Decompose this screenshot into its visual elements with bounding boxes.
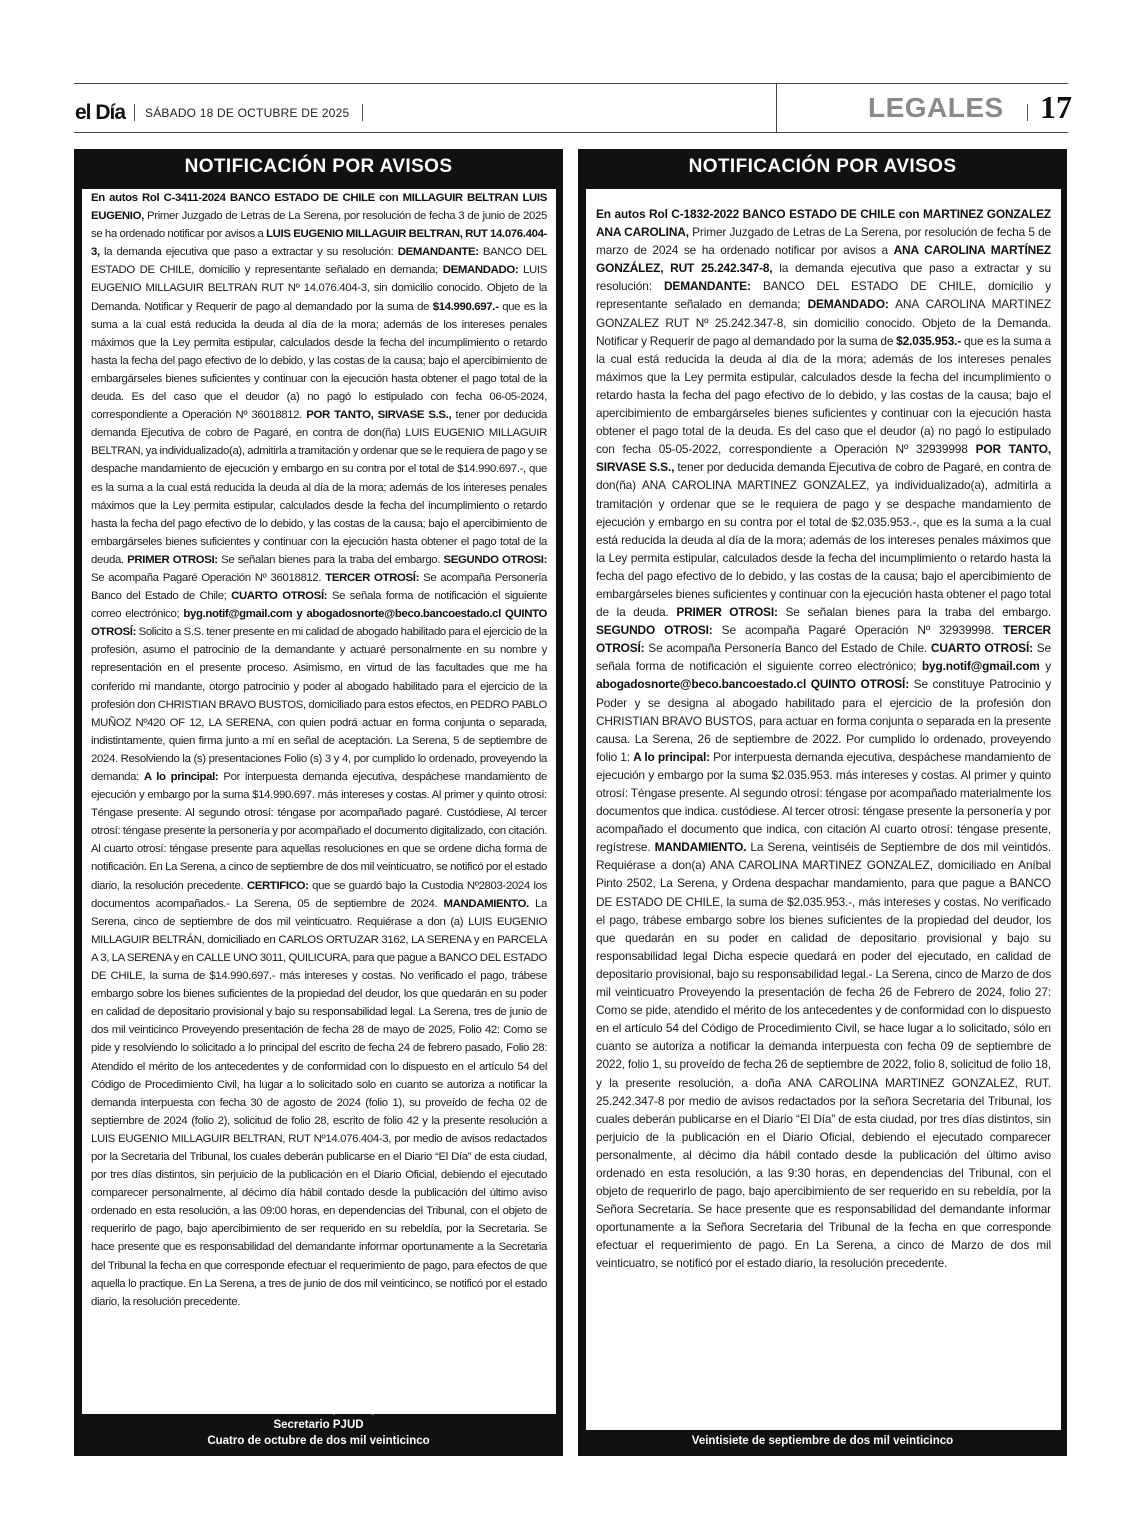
signature-date: Cuatro de octubre de dos mil veinticinco bbox=[207, 1435, 430, 1447]
right-notice-title: NOTIFICACIÓN POR AVISOS bbox=[688, 156, 957, 177]
left-notice-title: NOTIFICACIÓN POR AVISOS bbox=[184, 156, 453, 177]
left-notice-body: En autos Rol C-3411-2024 BANCO ESTADO DE CHILE con MILLAGUIR BELTRAN LUIS EUGENIO, Primer Juzgado de Letras de La Serena, por resolución de fecha 3 de junio de 2025 se ha ordenado notificar por avisos a LUIS EUGENIO MILLAGUIR BELTRAN, RUT 14.076.404-3, la demanda ejecutiva que paso a extractar y su resolución: DEMANDANTE: BANCO DEL ESTADO DE CHILE, domicilio y representante señalado en demanda; DEMANDADO: LUIS EUGENIO MILLAGUIR BELTRAN RUT Nº 14.076.404-3, sin domicilio conocido. Objeto de la Demanda. Notificar y Requerir de pago al demandado por la suma de $14.990.697.- que es la suma a la cual está reducida la deuda al día de la mora; además de los intereses penales máximos que la Ley permita estipular, calculados desde la fecha del incumplimiento o retardo hasta la fecha del pago efectivo de lo debido, y las costas de la causa; bajo el apercibimiento de embargárseles bienes suficientes y continuar con la ejecución hasta obtener el pago total de la deuda. Es del caso que el deudor (a) no pagó lo estipulado con fecha 06-05-2024, correspondiente a Operación Nº 36018812. POR TANTO, SIRVASE S.S., tener por deducida demanda Ejecutiva de cobro de Pagaré, en contra de don(ña) LUIS EUGENIO MILLAGUIR BELTRAN, ya individualizado(a), admitirla a tramitación y ordenar que se le requiera de pago y se despache mandamiento de ejecución y embargo en su contra por el total de $14.990.697.-, que es la suma a la cual está reducida la deuda al día de la mora; además de los intereses penales máximos que la Ley permita estipular, calculados desde la fecha del incumplimiento o retardo hasta la fecha del pago efectivo de lo debido, y las costas de la causa; bajo el apercibimiento de embargárseles bienes suficientes y continuar con la ejecución hasta obtener el pago total de la deuda. PRIMER OTROSI: Se señalan bienes para la traba del embargo. SEGUNDO OTROSI: Se acompaña Pagaré Operación Nº 36018812. TERCER OTROSÍ: Se acompaña Personería Banco del Estado de Chile; CUARTO OTROSÍ: Se señala forma de notificación el siguiente correo electrónico; byg.notif@gmail.com y abogadosnorte@beco.bancoestado.cl QUINTO OTROSÍ: Solicito a S.S. tener presente en mi calidad de abogado habilitado para el ejercicio de la profesión, asumo el patrocinio de la demandante y actuaré personalmente en su nombre y representación en el presente proceso. Asimismo, en virtud de las facultades que me ha conferido mi mandante, otorgo patrocinio y poder al abogado habilitado para el ejercicio de la profesión don CHRISTIAN BRAVO BUSTOS, domiciliado para estos efectos, en PEDRO PABLO MUÑOZ Nº420 OF 12, LA SERENA, con quien podrá actuar en forma conjunta o separada, indistintamente, quien firma junto a mí en señal de aceptación. La Serena, 5 de septiembre de 2024. Resolviendo la (s) presentaciones Folio (s) 3 y 4, por cumplido lo ordenado, proveyendo la demanda: A lo principal: Por interpuesta demanda ejecutiva, despáchese mandamiento de ejecución y embargo por la suma $14.990.697. más intereses y costas. Al primer y quinto otrosí: Téngase presente. Al segundo otrosí: téngase por acompañado pagaré. Custódiese, Al tercer otrosí: téngase presente la personería y por acompañado el documento digitalizado, con citación. Al cuarto otrosí: téngase presente para aquellas resoluciones en que se ordene dicha forma de notificación. En La Serena, a cinco de septiembre de dos mil veinticuatro, se notificó por el estado diario, la resolución precedente. CERTIFICO: que se guardó bajo la Custodia Nº2803-2024 los documentos acompañados.- La Serena, 05 de septiembre de 2024. MANDAMIENTO. La Serena, cinco de septiembre de dos mil veinticuatro. Requiérase a don (a) LUIS EUGENIO MILLAGUIR BELTRÁN, domiciliado en CARLOS ORTUZAR 3162, LA SERENA y en PARCELA A 3, LA SERENA y en CALLE UNO 3011, QUILICURA, para que pague a BANCO DEL ESTADO DE CHILE, la suma de $14.990.697.- más intereses y costas. No verificado el pago, trábese embargo sobre los bienes suficientes de la propiedad del deudor, los que quedarán en su poder en calidad de depositario provisional y bajo su responsabilidad legal. La Serena, tres de junio de dos mil veinticinco Proveyendo presentación de fecha 28 de mayo de 2025, Folio 42: Como se pide y resolviendo lo solicitado a lo principal del escrito de fecha 24 de febrero pasado, Folio 28: Atendido el mérito de los antecedentes y de conformidad con lo dispuesto en el artículo 54 del Código de Procedimiento Civil, ha lugar a lo solicitado solo en cuanto se autoriza a notificar la demanda interpuesta con fecha 30 de agosto de 2024 (folio 1), su proveído de fecha 02 de septiembre de 2024 (folio 2), solicitud de folio 28, escrito de folio 42 y la presente resolución a LUIS EUGENIO MILLAGUIR BELTRAN, RUT Nº14.076.404-3, por medio de avisos redactados por la Secretaria del Tribunal, los cuales deberán publicarse en el Diario “El Día” de esta ciudad, por tres días distintos, sin perjuicio de la publicación en el Diario Oficial, debiendo el ejecutado comparecer personalmente, al décimo día hábil contado desde la publicación del último aviso ordenado en esta resolución, a las 09:00 horas, en dependencias del Tribunal, con el objeto de requerirlo de pago, bajo apercibimiento de ser requerido en su rebeldía, por la Secretaria. Se hace presente que es responsabilidad del demandante informar oportunamente a la Secretaria del Tribunal la fecha en que corresponde efectuar el requerimiento de pago, para efectos de que aquella lo practique. En La Serena, a tres de junio de dos mil veinticinco, se notificó por el estado diario, la resolución precedente. bbox=[82, 189, 556, 1414]
header-separator bbox=[1027, 104, 1028, 121]
newspaper-logo: el Día bbox=[75, 101, 126, 124]
issue-date: SÁBADO 18 DE OCTUBRE DE 2025 bbox=[145, 106, 350, 120]
header-top-rule bbox=[74, 83, 1068, 84]
header-separator bbox=[134, 104, 135, 121]
page-number: 17 bbox=[1040, 89, 1072, 125]
left-notice-signature bbox=[74, 1401, 563, 1449]
signature-date: Veintisiete de septiembre de dos mil veinticinco bbox=[691, 1435, 954, 1447]
right-notice bbox=[578, 149, 1067, 1456]
signature-name: Natalia Inés Tapia Araya bbox=[252, 1403, 385, 1415]
signature-role: Secretario PJUD bbox=[273, 1419, 364, 1431]
right-notice-signature bbox=[578, 1401, 1067, 1449]
header-separator bbox=[362, 104, 363, 121]
right-notice-body: En autos Rol C-1832-2022 BANCO ESTADO DE CHILE con MARTINEZ GONZALEZ ANA CAROLINA, Primer Juzgado de Letras de La Serena, por resolución de fecha 5 de marzo de 2024 se ha ordenado notificar por avisos a ANA CAROLINA MARTÍNEZ GONZÁLEZ, RUT 25.242.347-8, la demanda ejecutiva que paso a extractar y su resolución: DEMANDANTE: BANCO DEL ESTADO DE CHILE, domicilio y representante señalado en demanda; DEMANDADO: ANA CAROLINA MARTINEZ GONZALEZ RUT Nº 25.242.347-8, sin domicilio conocido. Objeto de la Demanda. Notificar y Requerir de pago al demandado por la suma de $2.035.953.- que es la suma a la cual está reducida la deuda al día de la mora; además de los intereses penales máximos que la Ley permita estipular, calculados desde la fecha del incumplimiento o retardo hasta la fecha del pago efectivo de lo debido, y las costas de la causa; bajo el apercibimiento de embargárseles bienes suficientes y continuar con la ejecución hasta obtener el pago total de la deuda. Es del caso que el deudor (a) no pagó lo estipulado con fecha 05-05-2022, correspondiente a Operación Nº 32939998 POR TANTO, SIRVASE S.S., tener por deducida demanda Ejecutiva de cobro de Pagaré, en contra de don(ña) ANA CAROLINA MARTINEZ GONZALEZ, ya individualizado(a), admitirla a tramitación y ordenar que se le requiera de pago y se despache mandamiento de ejecución y embargo en su contra por el total de $2.035.953.-, que es la suma a la cual está reducida la deuda al día de la mora; además de los intereses penales máximos que la Ley permita estipular, calculados desde la fecha del incumplimiento o retardo hasta la fecha del pago efectivo de lo debido, y las costas de la causa; bajo el apercibimiento de embargárseles bienes suficientes y continuar con la ejecución hasta obtener el pago total de la deuda. PRIMER OTROSI: Se señalan bienes para la traba del embargo. SEGUNDO OTROSI: Se acompaña Pagaré Operación Nº 32939998. TERCER OTROSÍ: Se acompaña Personería Banco del Estado de Chile. CUARTO OTROSÍ: Se señala forma de notificación el siguiente correo electrónico; byg.notif@gmail.com y abogadosnorte@beco.bancoestado.cl QUINTO OTROSÍ: Se constituye Patrocinio y Poder y se designa al abogado habilitado para el ejercicio de la profesión don CHRISTIAN BRAVO BUSTOS, para actuar en forma conjunta o separada en la presente causa. La Serena, 26 de septiembre de 2022. Por cumplido lo ordenado, proveyendo folio 1: A lo principal: Por interpuesta demanda ejecutiva, despáchese mandamiento de ejecución y embargo por la suma $2.035.953. más intereses y costas. Al primer y quinto otrosí: Téngase presente. Al segundo otrosí: téngase por acompañado materialmente los documentos que indica. custódiese. Al tercer otrosí: téngase presente la personería y por acompañado el documento que indica, con citación Al cuarto otrosí: téngase presente, regístrese. MANDAMIENTO. La Serena, veintiséis de Septiembre de dos mil veintidós. Requiérase a don(a) ANA CAROLINA MARTINEZ GONZALEZ, domiciliado en Aníbal Pinto 2502, La Serena, y Ordena despachar mandamiento, para que pague a BANCO DE ESTADO DE CHILE, la suma de $2.035.953.-, más intereses y costas. No verificado el pago, trábese embargo sobre los bienes suficientes de la propiedad del deudor, los que quedarán en su poder en calidad de depositario provisional y bajo su responsabilidad legal Dicha especie quedará en poder del ejecutado, en calidad de depositario provisional, bajo su responsabilidad legal.- La Serena, cinco de Marzo de dos mil veinticuatro Proveyendo la presentación de fecha 26 de Febrero de 2024, folio 27: Como se pide, atendido el mérito de los antecedentes y de conformidad con lo dispuesto en el artículo 54 del Código de Procedimiento Civil, se hace lugar a lo solicitado, sólo en cuanto se autoriza a notificar la demanda interpuesta con fecha 09 de septiembre de 2022, folio 1, su proveído de fecha 26 de septiembre de 2022, folio 8, solicitud de folio 18, y la presente resolución, a doña ANA CAROLINA MARTINEZ GONZALEZ, RUT. 25.242.347-8 por medio de avisos redactados por la señora Secretaria del Tribunal, los cuales deberán publicarse en el Diario “El Día” de esta ciudad, por tres días distintos, sin perjuicio de la publicación en el Diario Oficial, debiendo el ejecutado comparecer personalmente, al décimo día hábil contado desde la publicación del último aviso ordenado en esta resolución, a las 9:30 horas, en dependencias del Tribunal, con el objeto de requerirlo de pago, bajo apercibimiento de ser requerido en su rebeldía, por la Señora Secretaria. Se hace presente que es responsabilidad del demandante informar oportunamente a la Señora Secretaria del Tribunal de la fecha en que corresponde efectuar el requerimiento de pago. En La Serena, a cinco de Marzo de dos mil veinticuatro, se notificó por el estado diario, la resolución precedente. bbox=[586, 189, 1061, 1430]
left-notice bbox=[74, 149, 563, 1456]
signature-name: Natalia Inés Tapia Araya bbox=[756, 1403, 889, 1415]
header-bottom-rule bbox=[74, 132, 1068, 133]
section-title: LEGALES bbox=[868, 92, 1004, 123]
signature-role: Secretario PJUD bbox=[777, 1419, 868, 1431]
header-vertical-divider bbox=[776, 84, 777, 132]
